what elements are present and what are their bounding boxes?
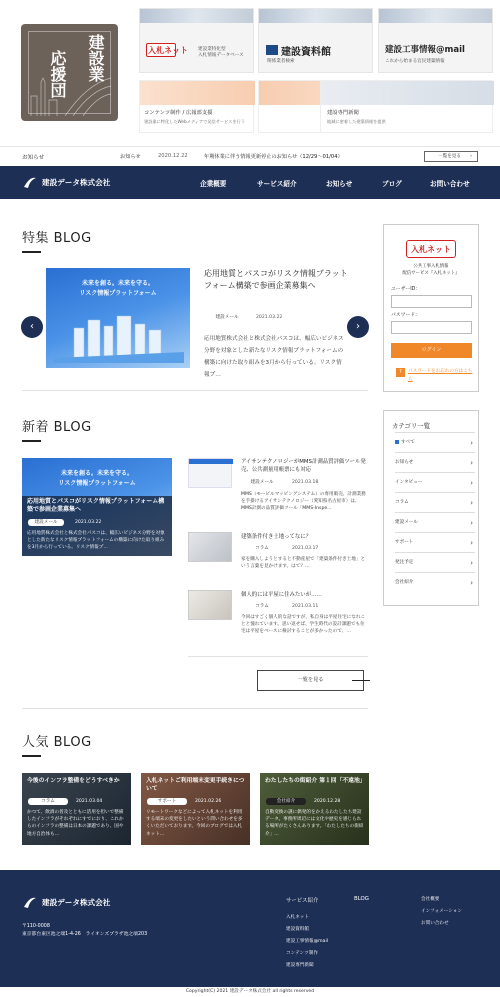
- banner-shinbun-stripe: [321, 81, 494, 105]
- company-logo-icon: [22, 174, 38, 190]
- popular-card-2-title: 入札ネットご利用端末変更手続きについて: [146, 778, 245, 792]
- footer-brand[interactable]: 建設データ株式会社: [42, 898, 111, 907]
- category-item-news[interactable]: [395, 452, 475, 472]
- category-item-company[interactable]: [395, 572, 475, 592]
- category-label: 発注予定: [395, 560, 414, 565]
- featured-date: 2021.03.22: [256, 315, 283, 320]
- logo-text-1: 建設業: [86, 34, 105, 82]
- latest-item-1-date: 2021.03.18: [292, 480, 319, 485]
- book-icon: [266, 45, 278, 55]
- banner-shinbun-name: 建設専門新聞: [327, 110, 359, 116]
- copyright: Copyright(C) 2021 建設データ株式会社 all rights reserved: [185, 989, 315, 994]
- login-box: [383, 224, 479, 392]
- featured-post-title[interactable]: 応用地質とパスコがリスク情報プラットフォーム構築で参画企業募集へ: [204, 269, 348, 290]
- footer-link-contents[interactable]: コンテンツ制作: [286, 951, 318, 956]
- popular-card-3-excerpt: 自動変換の謎に偶発的をかえるわたしたち建設データ。事務所周辺には文化や歴史を感じられる場所がたくさんあります。「わたしたちの街紹介」…: [265, 810, 364, 837]
- banner-stripe: [140, 9, 253, 23]
- category-label: サポート: [395, 540, 414, 545]
- site-logo[interactable]: [21, 24, 118, 121]
- footer-link-contact[interactable]: お問い合わせ: [421, 921, 449, 926]
- nav-brand[interactable]: 建設データ株式会社: [42, 178, 111, 187]
- banner-shiryokan-desc: 関係業者検索: [267, 59, 295, 64]
- banner-contents-stripe: [140, 81, 255, 105]
- banner-mail-desc: これから始まる官民建築情報: [385, 59, 445, 64]
- popular-card-3-tag: 会社紹介: [266, 798, 306, 805]
- prev-arrow-icon: ‹: [30, 321, 34, 332]
- news-category: お知らせ: [120, 154, 141, 160]
- featured-image[interactable]: [46, 268, 190, 368]
- footer-link-info[interactable]: インフォメーション: [421, 909, 462, 914]
- featured-tag[interactable]: 建設メール: [208, 314, 246, 321]
- featured-title: 特集 BLOG: [22, 231, 92, 246]
- category-label: お知らせ: [395, 460, 414, 465]
- latest-item-2-thumb[interactable]: [188, 532, 232, 562]
- chevron-right-icon: ›: [470, 439, 473, 447]
- latest-main-title: 応用地質とパスコがリスク情報プラットフォーム構築で参画企業募集へ: [27, 498, 165, 513]
- chevron-right-icon: ›: [470, 519, 473, 527]
- popular-card-2[interactable]: [141, 773, 250, 845]
- divider: [22, 390, 368, 391]
- thumb-bar: [189, 459, 233, 464]
- next-arrow-icon: ›: [356, 321, 360, 332]
- featured-image-caption-2: リスク情報プラットフォーム: [79, 290, 157, 297]
- featured-excerpt: 応用地質株式会社と株式会社パスコは、幅広いビジネス分野を対象とした新たなリスク情報プラットフォームの構築に向けた取り組みを3月から行っている。リスク情報プ…: [204, 336, 344, 378]
- category-item-column[interactable]: [395, 492, 475, 512]
- popular-card-2-tag: サポート: [147, 798, 187, 805]
- footer-link-shinbun[interactable]: 建設専門新聞: [286, 963, 314, 968]
- user-id-input[interactable]: [391, 295, 472, 308]
- popular-card-3-title: わたしたちの街紹介 第１回「不遠池」: [265, 778, 366, 784]
- login-service-name: 入札ネット: [411, 245, 451, 254]
- latest-main-excerpt: 応用地質株式会社と株式会社パスコは、幅広いビジネス分野を対象とした新たなリスク情報プラットフォームの構築に向けた取り組みを3月から行っている。リスク情報プ…: [27, 531, 165, 551]
- global-nav: [0, 166, 500, 199]
- popular-card-3[interactable]: [260, 773, 369, 845]
- square-bullet-icon: [395, 440, 399, 444]
- nav-item-blog[interactable]: ブログ: [382, 180, 402, 188]
- footer-col1-title[interactable]: サービス紹介: [286, 898, 319, 904]
- user-label: ユーザーID：: [391, 287, 421, 292]
- featured-prev-button[interactable]: [21, 316, 43, 338]
- category-label: 会社紹介: [395, 580, 414, 585]
- category-item-all[interactable]: [395, 432, 475, 452]
- category-item-schedule[interactable]: [395, 552, 475, 572]
- popular-card-1-title: 今後のインフラ整備をどうすべきか: [27, 778, 120, 784]
- featured-title-bar: [22, 251, 41, 253]
- banner-contents-name: コンテンツ制作 / 広報部支援: [144, 110, 213, 116]
- latest-item-1-excerpt: MMS（モービルマッピングシステム）の専用販売、計測業務を手掛けるアイサンテクノロジー（愛知県名古屋市）は、MMS計測の品質評価ツール「MMS-Inspe…: [241, 492, 366, 512]
- popular-card-1-tag: コラム: [28, 798, 68, 805]
- divider: [22, 708, 368, 709]
- news-bar: [0, 146, 500, 166]
- nav-item-service[interactable]: サービス紹介: [257, 180, 297, 188]
- chevron-right-icon: ›: [470, 479, 473, 487]
- latest-item-1-thumb[interactable]: [188, 458, 232, 488]
- latest-item-2-title[interactable]: 建築条件付き土地ってなに？: [241, 534, 312, 540]
- popular-card-1-excerpt: かつて、飲酒の普及とともに活用を担いで整備したインフラがそれぞれにすでにおり、これからのインフラの整備は日本の課題であり、国や地方自治体も…: [27, 810, 124, 837]
- nav-item-news[interactable]: お知らせ: [326, 180, 353, 188]
- banner-shinbun[interactable]: [320, 80, 493, 133]
- chevron-right-icon: ›: [470, 579, 473, 587]
- latest-title: 新着 BLOG: [22, 420, 92, 435]
- category-label: インタビュー: [395, 480, 423, 485]
- news-date: 2020.12.22: [158, 153, 188, 159]
- company-logo-icon: [22, 894, 38, 910]
- featured-image-caption-1: 未来を創る。未来を守る。: [81, 280, 154, 287]
- site-footer: [0, 870, 500, 987]
- login-caption-2: 配信サービス『入札ネット』: [402, 271, 460, 276]
- logo-text-2: 応援団: [48, 50, 67, 98]
- latest-item-2-date: 2021.03.17: [292, 546, 319, 551]
- latest-item-3-excerpt: 今回はすごく個人的な話ですが、私自身は平屋住宅になれことと憧れています。思い返せば、学生時代の設計課題でも住宅は平屋をベースに検討することが多かったので、…: [241, 615, 366, 635]
- chevron-right-icon: ›: [470, 559, 473, 567]
- latest-image-caption-2: リスク情報プラットフォーム: [58, 480, 136, 487]
- banner-shiryokan-name: 建設資料館: [281, 47, 331, 58]
- banner-nyusatsu-desc: 建設業特化型 入札情報データベース: [198, 47, 244, 58]
- latest-item-2-excerpt: 家を購入しようとすると不動産屋で「建築条件付き土地」という言葉を見かけます。はて？…: [241, 557, 366, 570]
- banner-shiryokan[interactable]: [258, 8, 373, 73]
- forgot-password-link[interactable]: パスワードをお忘れの方はこちら: [408, 369, 473, 382]
- nav-item-contact[interactable]: お問い合わせ: [430, 180, 470, 188]
- latest-item-1-tag[interactable]: 建設メール: [244, 479, 280, 486]
- popular-card-2-date: 2021.02.26: [195, 799, 222, 804]
- chevron-right-icon: ›: [470, 539, 473, 547]
- chevron-right-icon: ›: [470, 459, 473, 467]
- banner-mail[interactable]: [378, 8, 493, 73]
- password-input[interactable]: [391, 321, 472, 334]
- news-more-button[interactable]: [424, 151, 478, 162]
- latest-item-3-date: 2021.03.11: [292, 604, 319, 609]
- news-label: お知らせ: [22, 155, 45, 161]
- footer-link-nyusatsu[interactable]: 入札ネット: [286, 915, 309, 920]
- latest-main-tag: 建設メール: [28, 519, 64, 526]
- latest-main-card[interactable]: [22, 458, 172, 556]
- nav-item-company[interactable]: 企業概要: [200, 180, 227, 188]
- banner-shinbun-desc: 地域に密着した建築情報を提供: [327, 119, 386, 124]
- nyusatsu-logo: [406, 240, 456, 258]
- chevron-right-icon: ›: [470, 499, 473, 507]
- city-skyline-icon: [27, 74, 112, 116]
- news-more-label: 一覧を見る: [438, 154, 461, 159]
- news-text[interactable]: 年期休業に伴う情報更新停止のお知らせ（12/29〜01/04）: [204, 154, 343, 160]
- category-item-support[interactable]: [395, 532, 475, 552]
- category-label: コラム: [395, 500, 409, 505]
- footer-link-mail[interactable]: 建設工事情報@mail: [286, 939, 328, 944]
- footer-col2-title[interactable]: BLOG: [354, 896, 369, 902]
- latest-item-3-tag[interactable]: コラム: [244, 603, 280, 610]
- footer-zip: 〒110-0008: [22, 924, 50, 929]
- login-caption-1: 公共工事入札情報: [413, 264, 449, 269]
- latest-image-caption-1: 未来を創る。未来を守る。: [60, 470, 133, 477]
- popular-title: 人気 BLOG: [22, 735, 92, 750]
- banner-stripe: [259, 9, 372, 23]
- popular-title-bar: [22, 755, 41, 757]
- latest-item-3-thumb[interactable]: [188, 590, 232, 620]
- banner-contents-desc: 建設業に特化したWebメディアで発信サービスを行う: [144, 119, 246, 124]
- featured-next-button[interactable]: [347, 316, 369, 338]
- footer-link-company[interactable]: 会社概要: [421, 897, 440, 902]
- banner-nyusatsu-name: 入札ネット: [148, 46, 188, 55]
- latest-title-bar: [22, 440, 41, 442]
- chevron-right-icon: ›: [470, 154, 472, 159]
- banner-stripe: [379, 9, 492, 23]
- banner-contents[interactable]: [139, 80, 254, 133]
- category-item-interview[interactable]: [395, 472, 475, 492]
- category-item-mail[interactable]: [395, 512, 475, 532]
- latest-main-date: 2021.03.22: [75, 520, 102, 525]
- category-title: カテゴリ一覧: [392, 422, 431, 430]
- popular-card-1-date: 2021.03.04: [76, 799, 103, 804]
- category-label: すべて: [401, 440, 415, 445]
- footer-link-shiryokan[interactable]: 建設資料館: [286, 927, 309, 932]
- divider: [188, 656, 368, 657]
- key-icon: ?: [396, 368, 405, 377]
- login-button[interactable]: [391, 343, 472, 358]
- latest-more-button[interactable]: [257, 670, 364, 691]
- popular-card-1[interactable]: [22, 773, 131, 845]
- banner-nyusatsu[interactable]: [139, 8, 254, 73]
- latest-item-2-tag[interactable]: コラム: [244, 545, 280, 552]
- latest-more-label: 一覧を見る: [297, 677, 324, 683]
- banner-mail-name: 建設工事情報@mail: [385, 45, 465, 55]
- login-button-label: ログイン: [421, 347, 442, 353]
- city-illustration-icon: [54, 308, 184, 363]
- pass-label: パスワード：: [391, 313, 420, 318]
- latest-item-1-title[interactable]: アイサンテクノロジーがMMS計測品質評価ツール発売、公共測量用帳票にも対応: [241, 459, 366, 473]
- latest-item-3-title[interactable]: 個人的には平屋に住みたいが……: [241, 592, 322, 598]
- popular-card-3-date: 2020.12.28: [314, 799, 341, 804]
- footer-address: 東京都台東区池之端1-4-26 ライオンズプラザ池之端203: [22, 932, 148, 937]
- arrow-line-icon: [352, 680, 370, 681]
- popular-card-2-excerpt: リモートワークなどによって入札ネットを利用する端末の変更をしたいという問い合わせを多くいただいております。今回のブログでは入札ネット…: [146, 810, 243, 837]
- category-label: 建設メール: [395, 520, 418, 525]
